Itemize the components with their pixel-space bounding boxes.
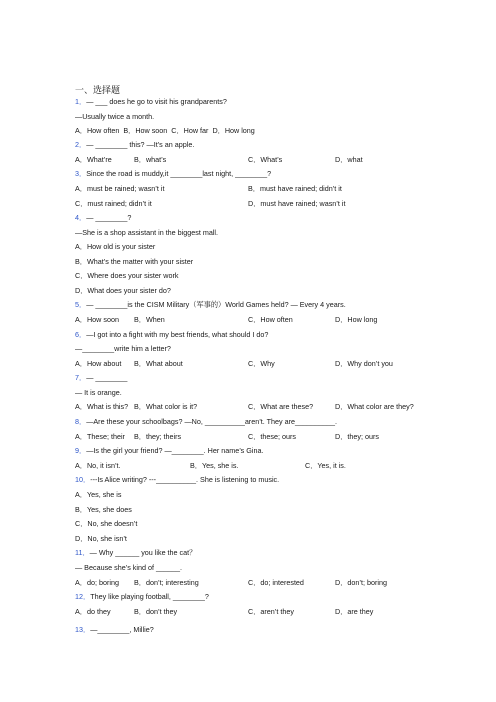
question-text: —I got into a fight with my best friends, what should I do? [86, 330, 269, 339]
question-7 [75, 373, 127, 383]
question-number: 12． [75, 592, 91, 601]
question-5-options [75, 315, 435, 325]
option-c[interactable]: C．What’s [248, 155, 283, 164]
question-9 [75, 446, 263, 456]
question-text: ---Is Alice writing? ---__________. She is listening to music. [90, 475, 280, 484]
option-b[interactable]: B．How soon [123, 126, 168, 135]
option-d[interactable]: D．what [335, 155, 363, 164]
option-b[interactable]: B．don’t they [134, 607, 178, 616]
question-number: 13． [75, 625, 91, 634]
option-a[interactable]: A．How soon [75, 315, 119, 324]
option-b[interactable]: B．What color is it? [134, 402, 198, 411]
question-number: 7． [75, 373, 87, 382]
question-11-options [75, 578, 435, 588]
option-c[interactable]: C．Why [248, 359, 275, 368]
option-a[interactable]: A．Yes, she is [75, 490, 122, 499]
option-d[interactable]: D．What does your sister do? [75, 286, 171, 295]
option-a[interactable]: A．What is this? [75, 402, 129, 411]
option-b[interactable]: B．What’s the matter with your sister [75, 257, 194, 266]
option-c[interactable]: C．No, she doesn’t [75, 519, 138, 528]
option-c[interactable]: C．How often [248, 315, 293, 324]
option-b[interactable]: B．they; theirs [134, 432, 182, 441]
question-text: — ___ does he go to visit his grandparents? [86, 97, 227, 106]
question-8 [75, 417, 337, 427]
option-b[interactable]: B．Yes, she does [75, 505, 132, 514]
question-number: 1． [75, 97, 87, 106]
question-number: 3． [75, 169, 87, 178]
question-text: — Why ______ you like the cat？ [89, 548, 197, 557]
option-a[interactable]: A．How often [75, 126, 120, 135]
option-b[interactable]: B．must have rained; didn’t it [248, 184, 342, 193]
question-13 [75, 625, 154, 635]
option-d[interactable]: D．How long [212, 126, 255, 135]
option-a[interactable]: A．How old is your sister [75, 242, 156, 251]
question-text: —Is the girl your friend? —________. Her name’s Gina. [86, 446, 264, 455]
option-a[interactable]: A．do they [75, 607, 111, 616]
option-d[interactable]: D．must have rained; wasn’t it [248, 199, 346, 208]
question-3 [75, 169, 271, 179]
option-c[interactable]: C．these; ours [248, 432, 296, 441]
option-c[interactable]: C．How far [171, 126, 209, 135]
question-text: —________, Millie? [90, 625, 154, 634]
question-7-dialog: — It is orange. [75, 388, 122, 397]
question-text: —Are these your schoolbags? —No, __________aren’t. They are__________. [86, 417, 337, 426]
question-7-options [75, 402, 435, 412]
option-a[interactable]: A．must be rained; wasn’t it [75, 184, 165, 193]
option-d[interactable]: D．are they [335, 607, 374, 616]
question-12-options [75, 607, 435, 617]
question-text: — ________ this? —It’s an apple. [86, 140, 195, 149]
option-c[interactable]: C．What are these? [248, 402, 314, 411]
option-d[interactable]: D．they; ours [335, 432, 379, 441]
question-11-dialog: — Because she’s kind of ______. [75, 563, 182, 572]
option-a[interactable]: A．These; their [75, 432, 125, 441]
question-text: — ________is the CISM Military（军事的）World Games held? — Every 4 years. [86, 300, 346, 309]
question-2-options [75, 155, 435, 165]
option-a[interactable]: A．How about [75, 359, 122, 368]
question-6 [75, 330, 268, 340]
question-3-options-row-1 [75, 184, 435, 194]
question-number: 10． [75, 475, 91, 484]
option-d[interactable]: D．Why don’t you [335, 359, 393, 368]
question-10 [75, 475, 279, 485]
option-c[interactable]: C．must rained; didn’t it [75, 199, 152, 208]
question-2 [75, 140, 194, 150]
option-d[interactable]: D．How long [335, 315, 378, 324]
question-number: 4． [75, 213, 87, 222]
question-8-options [75, 432, 435, 442]
question-number: 6． [75, 330, 87, 339]
question-number: 8． [75, 417, 87, 426]
question-1-options [75, 126, 255, 136]
question-3-options-row-2 [75, 199, 435, 209]
question-5 [75, 300, 346, 310]
option-a[interactable]: A．No, it isn’t. [75, 461, 121, 470]
option-a[interactable]: A．What’re [75, 155, 112, 164]
option-c[interactable]: C．do; interested [248, 578, 304, 587]
question-4 [75, 213, 131, 223]
question-number: 5． [75, 300, 87, 309]
question-6-dialog: —________write him a letter? [75, 344, 171, 353]
question-11 [75, 548, 196, 558]
option-a[interactable]: A．do; boring [75, 578, 119, 587]
question-6-options [75, 359, 435, 369]
option-c[interactable]: C．aren’t they [248, 607, 294, 616]
option-b[interactable]: B．don’t; interesting [134, 578, 199, 587]
option-b[interactable]: B．When [134, 315, 165, 324]
question-1-dialog: —Usually twice a month. [75, 112, 155, 121]
question-4-dialog: —She is a shop assistant in the biggest mall. [75, 228, 219, 237]
question-1 [75, 97, 227, 107]
question-number: 9． [75, 446, 87, 455]
option-b[interactable]: B．what’s [134, 155, 167, 164]
option-d[interactable]: D．don’t; boring [335, 578, 387, 587]
question-text: Since the road is muddy,it ________last night, ________? [86, 169, 272, 178]
option-d[interactable]: D．No, she isn’t [75, 534, 127, 543]
question-text: — ________? [86, 213, 132, 222]
option-b[interactable]: B．What about [134, 359, 183, 368]
option-b[interactable]: B．Yes, she is. [190, 461, 239, 470]
question-number: 2． [75, 140, 87, 149]
question-text: — ________ [86, 373, 128, 382]
question-9-options [75, 461, 435, 471]
option-d[interactable]: D．What color are they? [335, 402, 414, 411]
option-c[interactable]: C．Yes, it is. [305, 461, 346, 470]
question-text: They like playing football, ________? [90, 592, 209, 601]
question-number: 11． [75, 548, 90, 557]
option-c[interactable]: C．Where does your sister work [75, 271, 179, 280]
question-12 [75, 592, 209, 602]
section-title: 一、选择题 [75, 85, 121, 95]
